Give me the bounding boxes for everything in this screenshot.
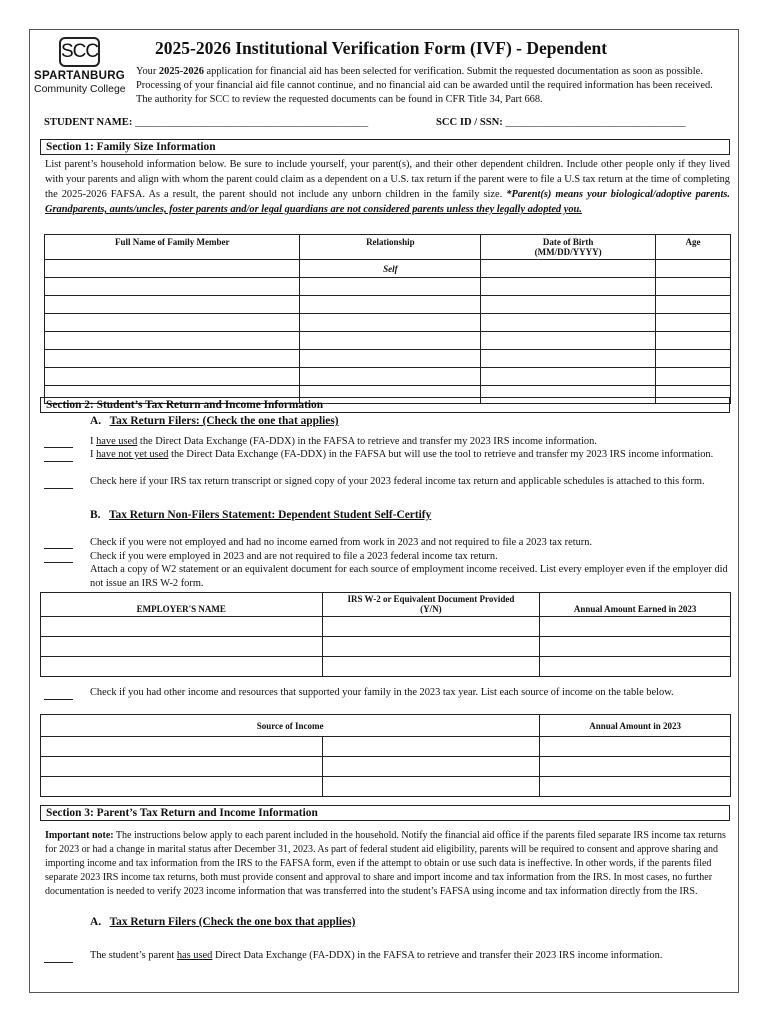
- age-cell[interactable]: [656, 260, 731, 278]
- option-employed-no-return: Check if you were employed in 2023 and are not required to file a 2023 federal income tax return.: [90, 551, 498, 562]
- logo-name: SPARTANBURG: [34, 70, 126, 82]
- intro-year: 2025-2026: [158, 66, 204, 77]
- dob-cell[interactable]: [481, 260, 656, 278]
- employer-table-header: [41, 593, 731, 617]
- checkbox-blank-transcript-attached[interactable]: [44, 480, 73, 489]
- checkbox-blank-not-employed[interactable]: [44, 540, 73, 549]
- option-ddx-used: I have used the Direct Data Exchange (FA-DDX) in the FAFSA to retrieve and transfer my 2023 IRS income information.: [90, 436, 597, 447]
- table-row[interactable]: [41, 757, 731, 777]
- checkbox-blank-ddx-used[interactable]: [44, 439, 73, 448]
- student-name-blank[interactable]: ____________________________________________: [135, 117, 369, 128]
- table-row[interactable]: [45, 278, 731, 296]
- checkbox-blank-parent-ddx-used[interactable]: [44, 954, 73, 963]
- subB-title: Tax Return Non-Filers Statement: Dependent Student Self-Certify: [109, 509, 432, 521]
- subB-label: B.: [90, 509, 101, 521]
- section3-important-note: [45, 829, 728, 899]
- table-row[interactable]: [45, 296, 731, 314]
- checkbox-blank-other-income[interactable]: [44, 691, 73, 700]
- option-other-income: Check if you had other income and resources that supported your family in the 2023 tax year. List each source of income on the table below.: [90, 687, 674, 698]
- logo-initials: SCC: [61, 41, 99, 62]
- scc-id-field[interactable]: [436, 117, 686, 128]
- intro-paragraph: [136, 65, 726, 107]
- option-ddx-not-used: I have not yet used the Direct Data Exchange (FA-DDX) in the FAFSA but will use the tool to retrieve and transfer my 2023 IRS income information.: [90, 449, 714, 460]
- col-age: Age: [656, 235, 731, 260]
- student-name-field[interactable]: [44, 117, 368, 128]
- col-source-of-income: Source of Income: [41, 715, 540, 737]
- table-row[interactable]: [41, 777, 731, 797]
- table-row[interactable]: [45, 332, 731, 350]
- s3-subA-label: A.: [90, 916, 102, 928]
- table-row[interactable]: [45, 314, 731, 332]
- s3-subA-title: Tax Return Filers (Check the one box that applies): [109, 916, 356, 928]
- section2-heading: Section 2: Student’s Tax Return and Income Information: [40, 397, 730, 413]
- intro-rest: application for financial aid has been selected for verification. Submit the requested documentation as soon as possible. Processing of your financial aid file cannot continue, and no financial aid can be awarded until the required information has been received. The authority for SCC to review the requested documents can be found in CFR Title 34, Part 668.: [136, 66, 713, 105]
- option-not-employed: Check if you were not employed and had no income earned from work in 2023 and not required to file a 2023 tax return.: [90, 537, 593, 548]
- option-transcript-attached: Check here if your IRS tax return transcript or signed copy of your 2023 federal income tax return and applicable schedules is attached to this form.: [90, 476, 705, 487]
- important-label: Important note:: [45, 830, 114, 841]
- family-table-header: [45, 235, 731, 260]
- col-employer-name: EMPLOYER'S NAME: [41, 593, 323, 617]
- parent-definition-note: *Parent(s) means your biological/adoptive parents.: [506, 189, 730, 200]
- table-row[interactable]: [41, 637, 731, 657]
- checkbox-blank-employed-no-return[interactable]: [44, 554, 73, 563]
- logo-subtitle: Community College: [34, 83, 126, 95]
- family-size-table: [44, 234, 731, 404]
- checkbox-blank-ddx-not-used[interactable]: [44, 453, 73, 462]
- table-row[interactable]: [41, 737, 731, 757]
- col-w2-provided: IRS W-2 or Equivalent Document Provided (Y/N): [322, 593, 540, 617]
- family-name-cell[interactable]: [45, 260, 300, 278]
- relationship-self: Self: [300, 260, 481, 278]
- important-text: The instructions below apply to each parent included in the household. Notify the financial aid office if the parents filed separate IRS income tax returns for 2023 or had a change in marital status after December 31, 2023. As part of federal student aid eligibility, parents will be required to consent and approve sharing and importing income and tax information from the IRS to the FAFSA form, even if the attempt to obtain or use such data is ineffective. In other words, if the parents filed separate 2023 IRS income tax returns, both must provide consent and approval to share and import income and tax information from the IRS. In most cases, no further documentation is needed to verify 2023 income information that was transferred into the student’s FAFSA using income and tax information directly from the IRS.: [45, 830, 726, 897]
- table-row[interactable]: [41, 657, 731, 677]
- col-full-name: Full Name of Family Member: [45, 235, 300, 260]
- section1-instructions: [45, 157, 730, 217]
- subA-title: Tax Return Filers: (Check the one that applies): [109, 415, 339, 427]
- student-name-label: STUDENT NAME:: [44, 117, 133, 128]
- col-annual-amount: Annual Amount in 2023: [540, 715, 731, 737]
- non-parent-note: Grandparents, aunts/uncles, foster parents and/or legal guardians are not considered parents unless they legally adopted you.: [45, 204, 582, 215]
- form-title: 2025-2026 Institutional Verification Form (IVF) - Dependent: [155, 38, 608, 58]
- table-row[interactable]: [45, 350, 731, 368]
- income-table-header: [41, 715, 731, 737]
- section3-subA-heading: [90, 916, 355, 928]
- col-relationship: Relationship: [300, 235, 481, 260]
- section3-heading: Section 3: Parent’s Tax Return and Income Information: [40, 805, 730, 821]
- section1-heading: Section 1: Family Size Information: [40, 139, 730, 155]
- table-row[interactable]: [45, 368, 731, 386]
- w2-attach-instructions: Attach a copy of W2 statement or an equivalent document for each source of employment income received. List every employer even if the employer did not issue an IRS W-2 form.: [90, 564, 728, 589]
- scc-logo-mark: [59, 37, 100, 67]
- section2-subA-heading: [90, 415, 339, 427]
- scc-id-blank[interactable]: __________________________________: [505, 117, 686, 128]
- scc-id-label: SCC ID / SSN:: [436, 117, 503, 128]
- table-row[interactable]: [41, 617, 731, 637]
- section2-subB-heading: [90, 509, 431, 521]
- other-income-table: [40, 714, 731, 797]
- employer-table: [40, 592, 731, 677]
- col-date-of-birth: Date of Birth (MM/DD/YYYY): [481, 235, 656, 260]
- option-parent-ddx-used: The student’s parent has used Direct Data Exchange (FA-DDX) in the FAFSA to retrieve and transfer their 2023 IRS income information.: [90, 950, 663, 961]
- col-annual-earned: Annual Amount Earned in 2023: [540, 593, 731, 617]
- subA-label: A.: [90, 415, 102, 427]
- intro-prefix: Your: [136, 66, 159, 77]
- section1-instructions-text: List parent’s household information below. Be sure to include yourself, your parent(s), and their other dependent children. Include other people only if they lived with your parents and align with whom the parent could claim as a dependent on a U.S. tax return if the parent were to file a U.S tax return at the time of completing the 2025-2026 FAFSA. As a result, the parent should not include any unborn children in the family size.: [45, 159, 730, 200]
- family-row-self[interactable]: [45, 260, 731, 278]
